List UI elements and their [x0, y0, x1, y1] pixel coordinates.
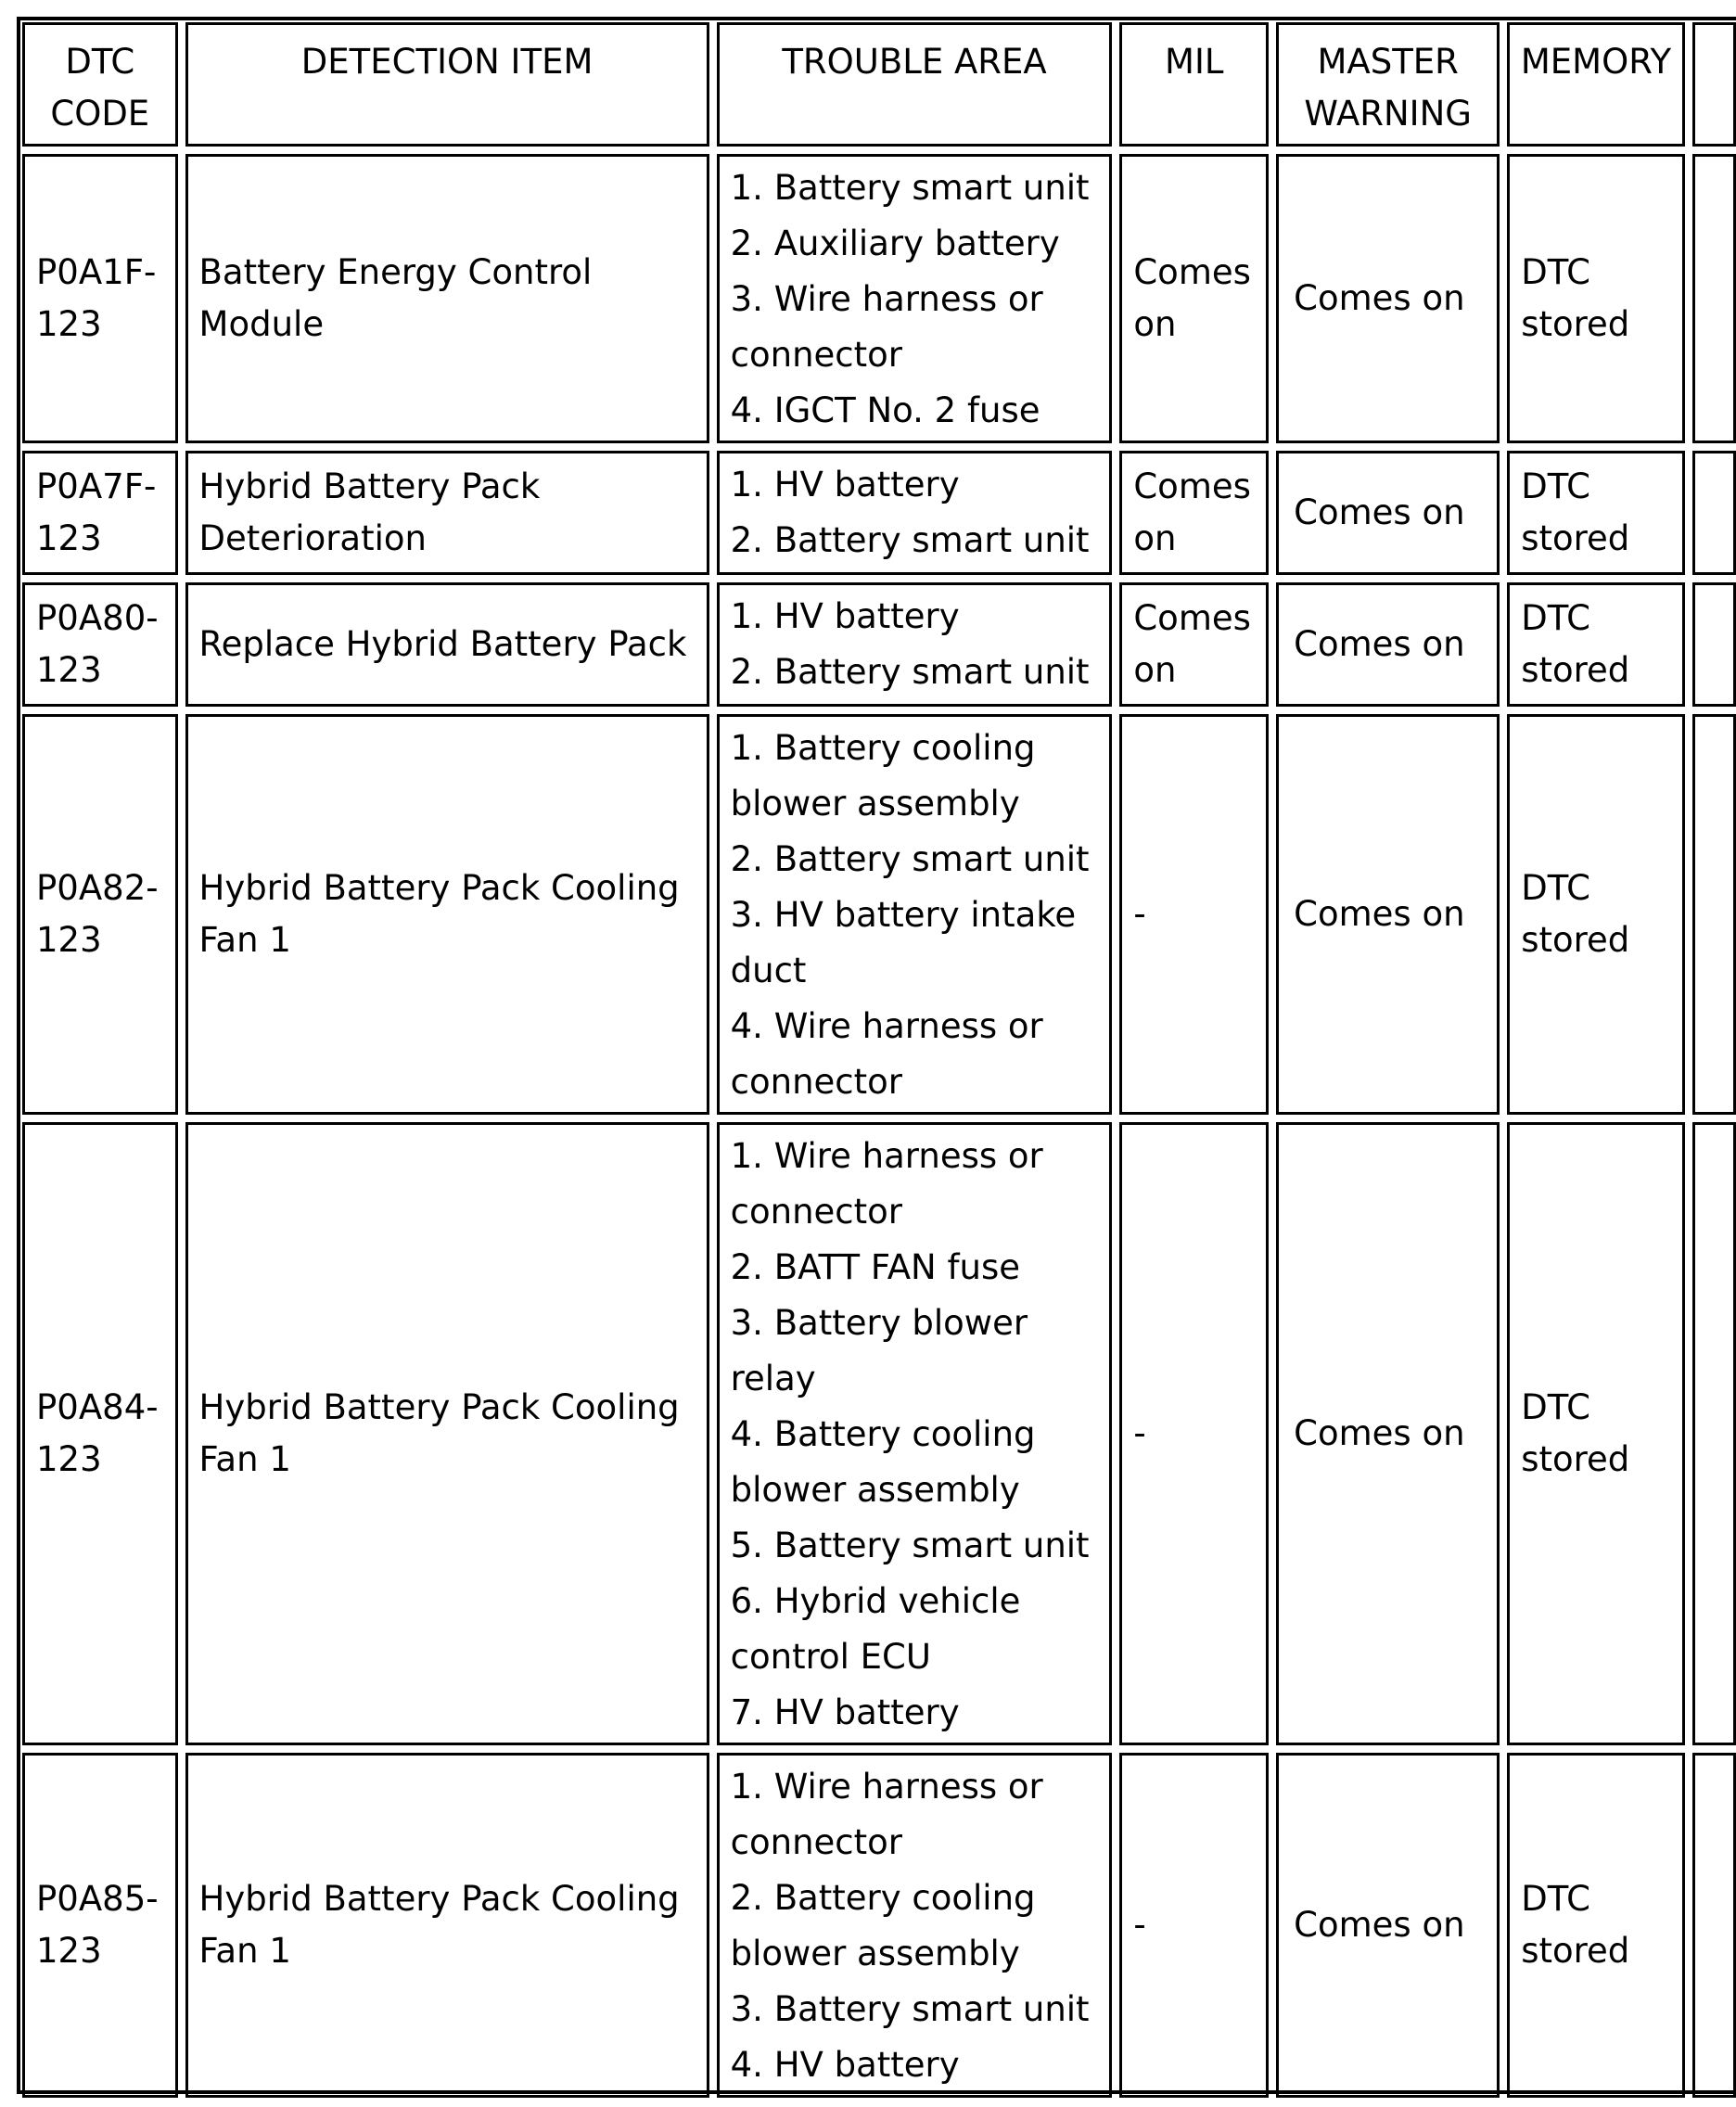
- detection-item-cell: [185, 154, 709, 443]
- trouble-area-line: 4. Wire harness or: [730, 1006, 1043, 1046]
- trouble-area-line: 2. Battery smart unit: [730, 652, 1090, 692]
- header-detection-item: DETECTION ITEM: [185, 22, 709, 147]
- trouble-area-line: 3. Wire harness or: [730, 279, 1043, 319]
- memory-cell-line: DTC: [1521, 598, 1590, 638]
- detection-item-cell: [185, 451, 709, 575]
- memory-cell: [1507, 1122, 1685, 1745]
- dtc-code-cell-line: P0A1F-: [36, 252, 157, 292]
- detection-item-cell-line: Hybrid Battery Pack Cooling: [198, 1879, 680, 1919]
- master-warning-cell: Comes on: [1276, 154, 1500, 443]
- trouble-area-line: blower assembly: [730, 1470, 1020, 1510]
- dtc-table: [15, 15, 1736, 2105]
- detection-item-cell: [185, 1122, 709, 1745]
- header-master-warning: MASTER WARNING: [1276, 22, 1500, 147]
- memory-cell-line: DTC: [1521, 252, 1590, 292]
- trouble-area-line: relay: [730, 1359, 816, 1398]
- trouble-area-cell: [717, 1753, 1113, 2098]
- mil-cell-line: on: [1133, 518, 1177, 558]
- trouble-area-cell: [717, 714, 1113, 1115]
- trouble-area-line: 2. Auxiliary battery: [730, 223, 1060, 263]
- table-row: [22, 1753, 1736, 2098]
- mil-cell-line: -: [1133, 1413, 1146, 1453]
- mil-cell: [1119, 582, 1269, 707]
- detection-item-cell-line: Fan 1: [198, 1439, 291, 1479]
- header-dtc-code: DTC CODE: [22, 22, 178, 147]
- header-extra-column: [1692, 22, 1736, 147]
- detection-item-cell-line: Fan 1: [198, 920, 291, 960]
- memory-cell: [1507, 714, 1685, 1115]
- trouble-area-cell: [717, 582, 1113, 707]
- memory-cell: [1507, 451, 1685, 575]
- trouble-area-cell: [717, 451, 1113, 575]
- master-warning-cell: Comes on: [1276, 714, 1500, 1115]
- dtc-code-cell-line: 123: [36, 1931, 102, 1971]
- memory-cell-line: stored: [1521, 1439, 1630, 1479]
- dtc-code-cell-line: P0A80-: [36, 598, 159, 638]
- trouble-area-line: 5. Battery smart unit: [730, 1526, 1090, 1565]
- trouble-area-line: 4. Battery cooling: [730, 1414, 1036, 1454]
- trouble-area-line: connector: [730, 1192, 902, 1232]
- mil-cell-line: Comes: [1133, 252, 1251, 292]
- mil-cell-line: Comes: [1133, 466, 1251, 506]
- dtc-code-cell: [22, 1122, 178, 1745]
- dtc-code-cell-line: P0A84-: [36, 1387, 159, 1427]
- detection-item-cell-line: Battery Energy Control: [198, 252, 593, 292]
- mil-cell: [1119, 451, 1269, 575]
- memory-cell-line: stored: [1521, 304, 1630, 344]
- detection-item-cell: [185, 1753, 709, 2098]
- dtc-code-cell: [22, 451, 178, 575]
- memory-cell-line: DTC: [1521, 466, 1590, 506]
- trouble-area-line: connector: [730, 1822, 902, 1862]
- table-row: [22, 714, 1736, 1115]
- mil-cell: [1119, 1753, 1269, 2098]
- trouble-area-line: connector: [730, 335, 902, 375]
- memory-cell-line: DTC: [1521, 868, 1590, 908]
- trouble-area-line: 1. Wire harness or: [730, 1767, 1043, 1807]
- memory-cell: [1507, 1753, 1685, 2098]
- detection-item-cell-line: Module: [198, 304, 325, 344]
- trouble-area-line: 3. HV battery intake: [730, 895, 1077, 935]
- extra-column-cell: [1692, 1753, 1736, 2098]
- trouble-area-line: blower assembly: [730, 784, 1020, 824]
- header-row: [22, 22, 1736, 147]
- master-warning-cell: Comes on: [1276, 582, 1500, 707]
- memory-cell-line: DTC: [1521, 1879, 1590, 1919]
- memory-cell-line: stored: [1521, 1931, 1630, 1971]
- mil-cell-line: on: [1133, 650, 1177, 690]
- dtc-code-cell: [22, 154, 178, 443]
- trouble-area-line: 1. Battery cooling: [730, 728, 1036, 768]
- detection-item-cell-line: Hybrid Battery Pack: [198, 466, 541, 506]
- extra-column-cell: [1692, 582, 1736, 707]
- mil-cell-line: -: [1133, 894, 1146, 934]
- trouble-area-line: 4. HV battery: [730, 2045, 960, 2085]
- detection-item-cell-line: Fan 1: [198, 1931, 291, 1971]
- trouble-area-line: 3. Battery smart unit: [730, 1989, 1090, 2029]
- master-warning-cell: Comes on: [1276, 1753, 1500, 2098]
- dtc-code-cell-line: P0A7F-: [36, 466, 157, 506]
- mil-cell: [1119, 1122, 1269, 1745]
- header-memory: MEMORY: [1507, 22, 1685, 147]
- trouble-area-line: 1. HV battery: [730, 596, 960, 636]
- detection-item-cell-line: Hybrid Battery Pack Cooling: [198, 1387, 680, 1427]
- mil-cell-line: Comes: [1133, 598, 1251, 638]
- header-trouble-area: TROUBLE AREA: [717, 22, 1113, 147]
- detection-item-cell: [185, 714, 709, 1115]
- trouble-area-cell: [717, 154, 1113, 443]
- dtc-code-cell-line: 123: [36, 650, 102, 690]
- trouble-area-line: 1. Wire harness or: [730, 1136, 1043, 1176]
- mil-cell: [1119, 154, 1269, 443]
- master-warning-cell: Comes on: [1276, 451, 1500, 575]
- dtc-code-cell: [22, 714, 178, 1115]
- trouble-area-line: 4. IGCT No. 2 fuse: [730, 390, 1040, 430]
- trouble-area-line: 6. Hybrid vehicle: [730, 1581, 1021, 1621]
- dtc-code-cell-line: 123: [36, 518, 102, 558]
- trouble-area-line: duct: [730, 951, 807, 990]
- mil-cell-line: -: [1133, 1905, 1146, 1945]
- mil-cell-line: on: [1133, 304, 1177, 344]
- memory-cell: [1507, 154, 1685, 443]
- memory-cell: [1507, 582, 1685, 707]
- dtc-code-cell: [22, 582, 178, 707]
- dtc-code-cell-line: 123: [36, 1439, 102, 1479]
- detection-item-cell-line: Replace Hybrid Battery Pack: [198, 624, 687, 664]
- header-mil: MIL: [1119, 22, 1269, 147]
- extra-column-cell: [1692, 714, 1736, 1115]
- dtc-code-cell-line: 123: [36, 920, 102, 960]
- table-row: [22, 1122, 1736, 1745]
- memory-cell-line: stored: [1521, 518, 1630, 558]
- table-row: [22, 582, 1736, 707]
- memory-cell-line: stored: [1521, 650, 1630, 690]
- memory-cell-line: DTC: [1521, 1387, 1590, 1427]
- table-row: [22, 451, 1736, 575]
- dtc-code-cell-line: 123: [36, 304, 102, 344]
- extra-column-cell: [1692, 1122, 1736, 1745]
- extra-column-cell: [1692, 451, 1736, 575]
- detection-item-cell: [185, 582, 709, 707]
- trouble-area-line: 2. BATT FAN fuse: [730, 1247, 1020, 1287]
- table-row: [22, 154, 1736, 443]
- detection-item-cell-line: Hybrid Battery Pack Cooling: [198, 868, 680, 908]
- extra-column-cell: [1692, 154, 1736, 443]
- dtc-code-cell-line: P0A85-: [36, 1879, 159, 1919]
- trouble-area-line: 2. Battery smart unit: [730, 839, 1090, 879]
- mil-cell: [1119, 714, 1269, 1115]
- trouble-area-line: 1. HV battery: [730, 465, 960, 504]
- detection-item-cell-line: Deterioration: [198, 518, 427, 558]
- trouble-area-line: 1. Battery smart unit: [730, 168, 1090, 208]
- trouble-area-cell: [717, 1122, 1113, 1745]
- master-warning-cell: Comes on: [1276, 1122, 1500, 1745]
- trouble-area-line: 7. HV battery: [730, 1692, 960, 1732]
- trouble-area-line: control ECU: [730, 1637, 931, 1677]
- dtc-code-cell-line: P0A82-: [36, 868, 159, 908]
- trouble-area-line: connector: [730, 1062, 902, 1102]
- trouble-area-line: 2. Battery smart unit: [730, 520, 1090, 560]
- memory-cell-line: stored: [1521, 920, 1630, 960]
- trouble-area-line: blower assembly: [730, 1934, 1020, 1973]
- trouble-area-line: 2. Battery cooling: [730, 1878, 1036, 1918]
- trouble-area-line: 3. Battery blower: [730, 1303, 1028, 1343]
- dtc-code-cell: [22, 1753, 178, 2098]
